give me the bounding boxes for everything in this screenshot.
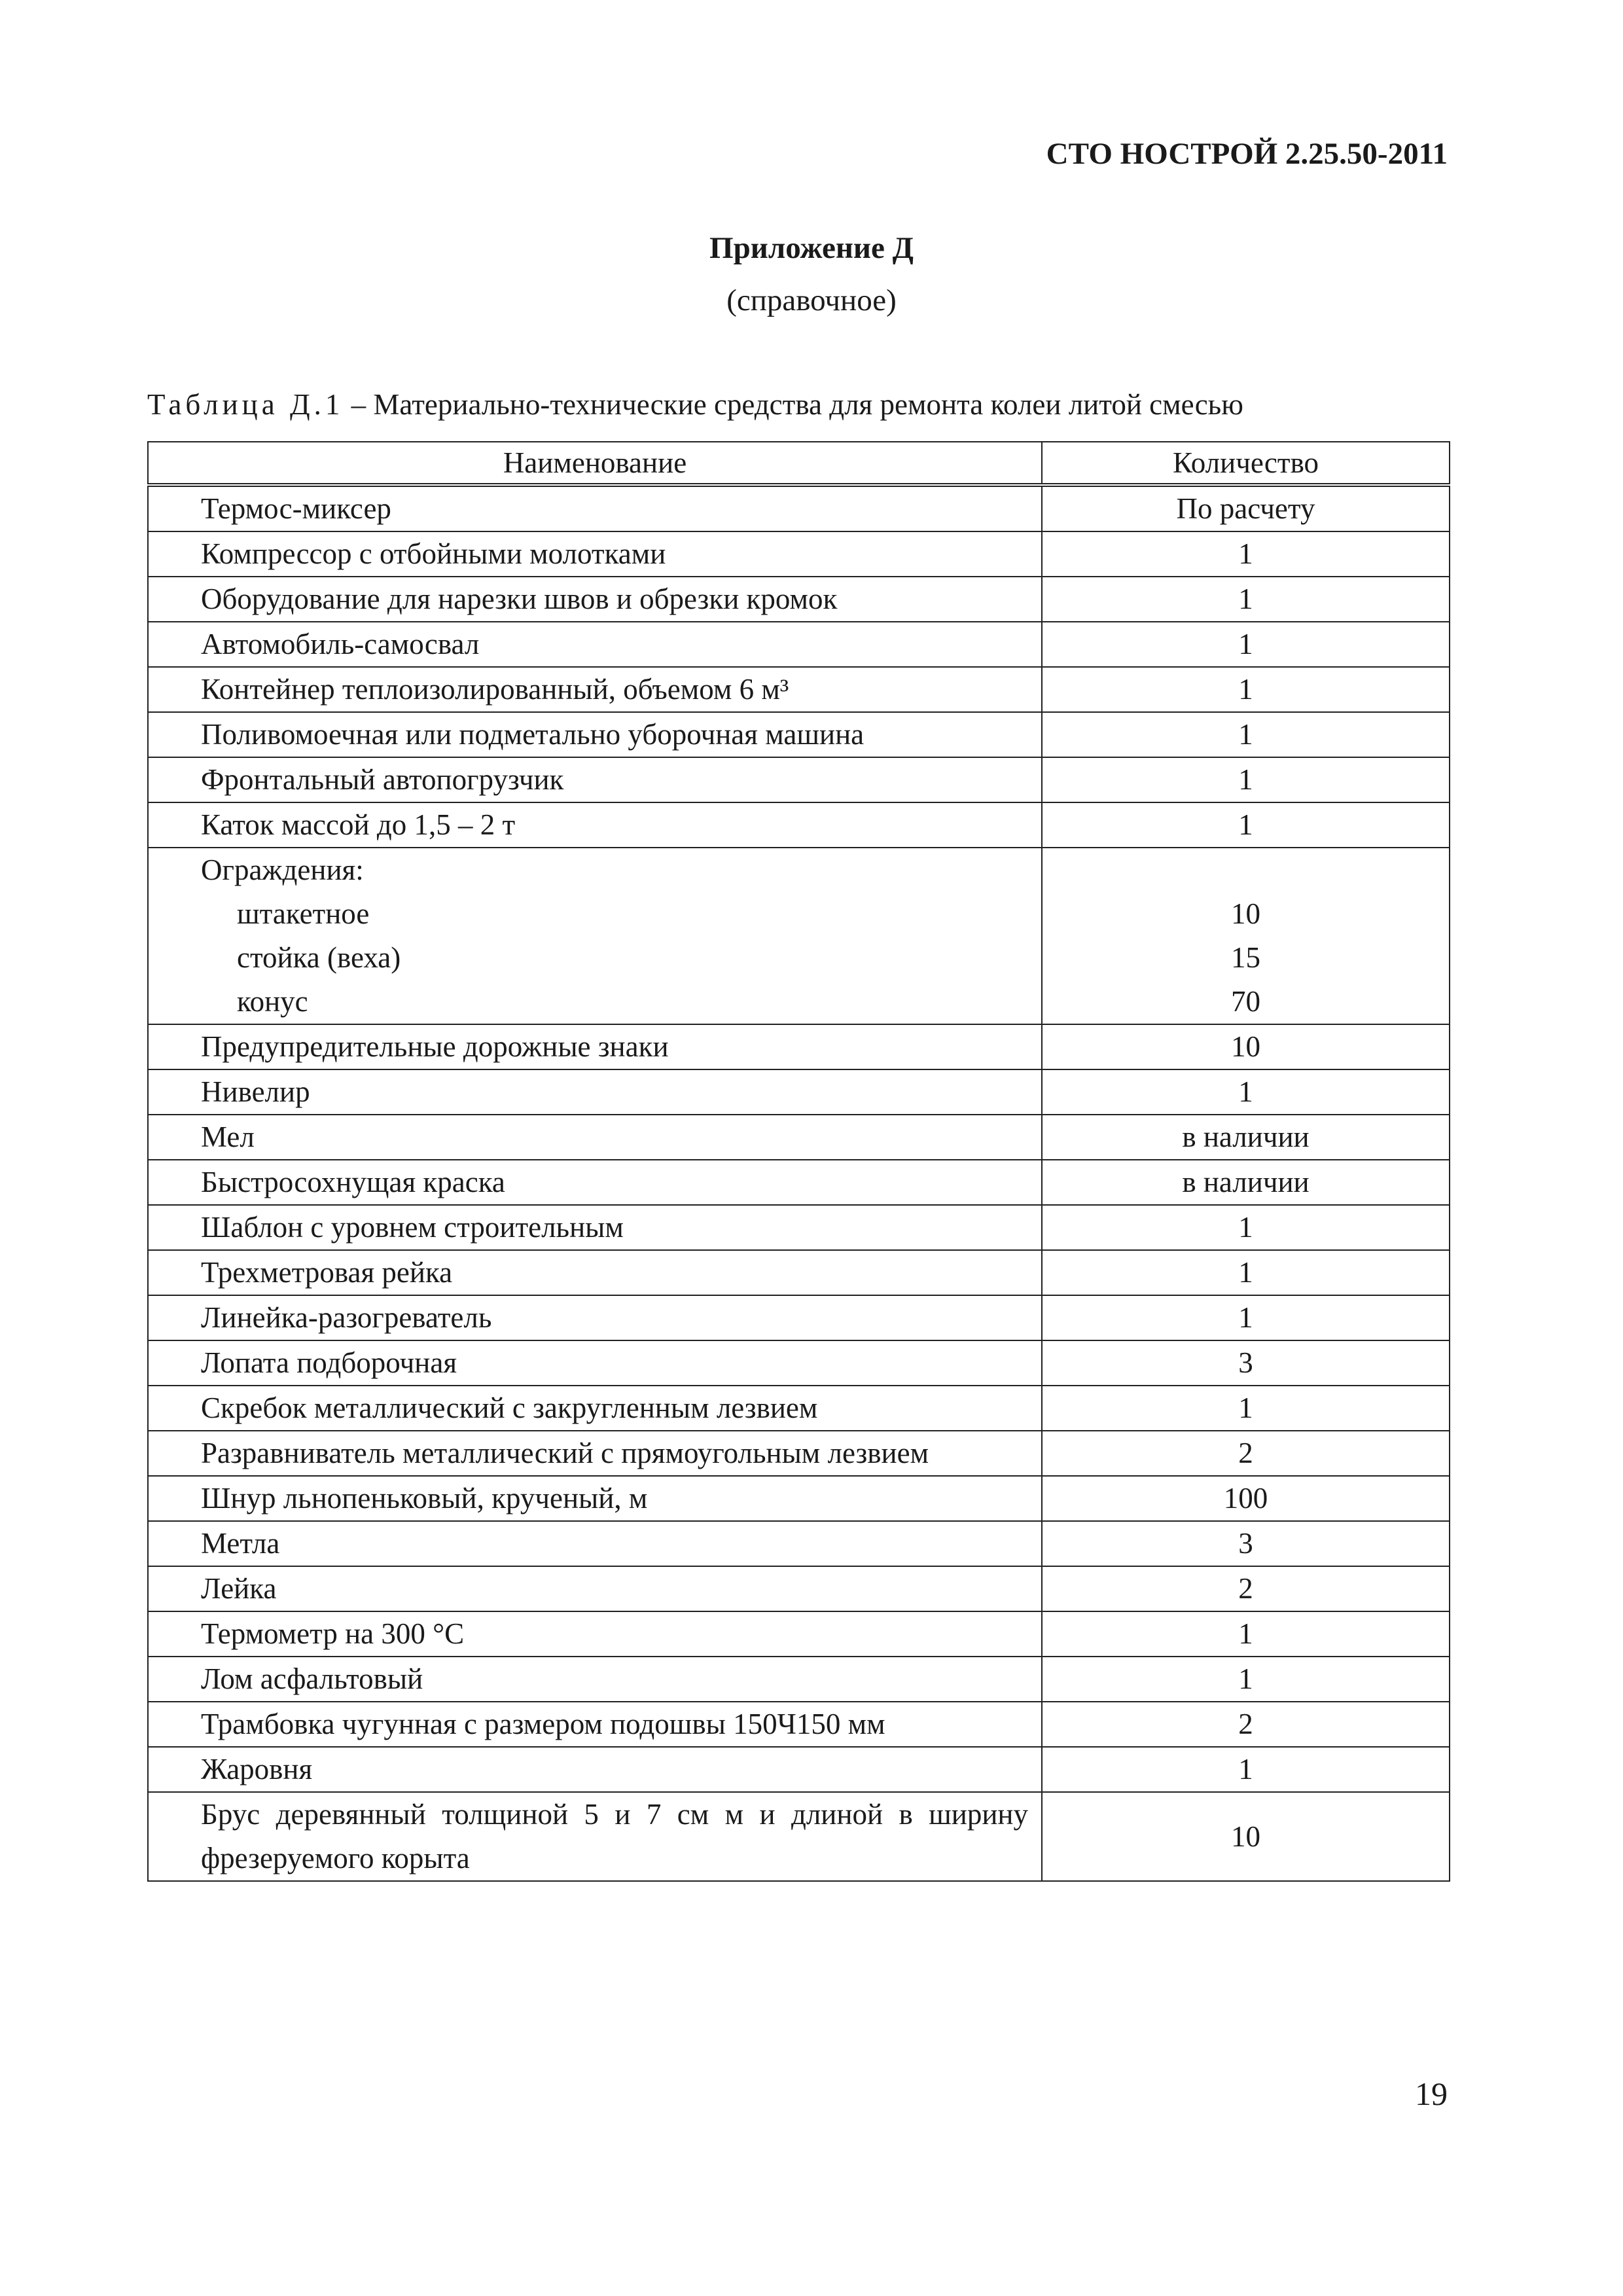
item-name-cell: Линейка-разогреватель <box>148 1295 1042 1340</box>
item-quantity-cell: 1 <box>1042 1747 1450 1792</box>
table-caption-label: Таблица Д.1 <box>147 388 344 421</box>
table-row <box>148 1611 1450 1657</box>
item-name-cell: Термометр на 300 °С <box>148 1611 1042 1657</box>
item-name-cell: Мел <box>148 1115 1042 1160</box>
table-row <box>148 667 1450 712</box>
item-name-cell: Скребок металлический с закругленным лезвием <box>148 1386 1042 1431</box>
table-row <box>148 1476 1450 1521</box>
item-name-cell: Брус деревянный толщиной 5 и 7 см м и длиной в ширину фрезеруемого корыта <box>148 1792 1042 1881</box>
item-quantity-cell: в наличии <box>1042 1115 1450 1160</box>
item-name-cell: Компрессор с отбойными молотками <box>148 531 1042 577</box>
item-quantity-cell: 1 <box>1042 622 1450 667</box>
item-name-cell: Контейнер теплоизолированный, объемом 6 м³ <box>148 667 1042 712</box>
table-row <box>148 1250 1450 1295</box>
item-name-cell: Разравниватель металлический с прямоугольным лезвием <box>148 1431 1042 1476</box>
item-name-cell: Жаровня <box>148 1747 1042 1792</box>
item-quantity-cell: 2 <box>1042 1566 1450 1611</box>
item-name-cell: Быстросохнущая краска <box>148 1160 1042 1205</box>
item-quantity-cell: 1 <box>1042 667 1450 712</box>
item-name-cell: Лейка <box>148 1566 1042 1611</box>
item-name-cell: Трехметровая рейка <box>148 1250 1042 1295</box>
table-row <box>148 757 1450 802</box>
table-row <box>148 622 1450 667</box>
table-row <box>148 1024 1450 1069</box>
item-quantity-cell: 100 <box>1042 1476 1450 1521</box>
item-group-quantity <box>1043 848 1449 892</box>
table-row <box>148 1657 1450 1702</box>
table-row <box>148 1566 1450 1611</box>
table-caption-text: – Материально-технические средства для ремонта колеи литой смесью <box>344 388 1243 421</box>
page-number: 19 <box>1415 2075 1448 2112</box>
equipment-table <box>147 441 1450 1882</box>
subitem-quantity: 70 <box>1231 985 1260 1018</box>
item-quantity-cell: 1 <box>1042 1611 1450 1657</box>
item-quantity-cell: 1 <box>1042 712 1450 757</box>
table-row <box>148 712 1450 757</box>
table-row <box>148 1205 1450 1250</box>
item-group-label: Ограждения: <box>201 853 364 886</box>
item-name-cell: Предупредительные дорожные знаки <box>148 1024 1042 1069</box>
item-quantity-cell: 1 <box>1042 1069 1450 1115</box>
item-quantity-cell: 3 <box>1042 1521 1450 1566</box>
subitem-name: конус <box>237 985 308 1018</box>
item-quantity-cell: 1 <box>1042 1386 1450 1431</box>
table-row <box>148 1792 1450 1881</box>
table-row <box>148 1431 1450 1476</box>
table-row <box>148 1340 1450 1386</box>
item-name-cell: Лопата подборочная <box>148 1340 1042 1386</box>
subitem-quantity: 15 <box>1231 941 1260 974</box>
item-quantity-cell: 1 <box>1042 577 1450 622</box>
item-quantity-cell: 1 <box>1042 802 1450 848</box>
item-name-cell: Поливомоечная или подметально уборочная машина <box>148 712 1042 757</box>
table-row <box>148 1386 1450 1431</box>
subitem-name: штакетное <box>237 897 370 930</box>
item-quantity-cell: 2 <box>1042 1431 1450 1476</box>
table-row <box>148 485 1450 531</box>
item-quantity-cell: 10 <box>1042 1024 1450 1069</box>
item-quantity-cell: 1 <box>1042 1205 1450 1250</box>
table-caption <box>147 387 1243 422</box>
item-name-cell: Трамбовка чугунная с размером подошвы 150Ч150 мм <box>148 1702 1042 1747</box>
table-row <box>148 1115 1450 1160</box>
item-name-cell <box>148 848 1042 1024</box>
item-quantity-cell: 1 <box>1042 757 1450 802</box>
item-name-cell: Термос-миксер <box>148 485 1042 531</box>
table-row <box>148 1160 1450 1205</box>
item-name-cell: Шаблон с уровнем строительным <box>148 1205 1042 1250</box>
table-row <box>148 1747 1450 1792</box>
item-name-cell: Нивелир <box>148 1069 1042 1115</box>
table-row <box>148 802 1450 848</box>
table-row <box>148 848 1450 1024</box>
table-header-row <box>148 442 1450 485</box>
appendix-subtitle: (справочное) <box>726 283 897 317</box>
item-quantity-cell: в наличии <box>1042 1160 1450 1205</box>
item-quantity-cell: 1 <box>1042 531 1450 577</box>
item-quantity-cell: 3 <box>1042 1340 1450 1386</box>
item-quantity-cell: По расчету <box>1042 485 1450 531</box>
item-name-cell: Каток массой до 1,5 – 2 т <box>148 802 1042 848</box>
item-name-cell: Шнур льнопеньковый, крученый, м <box>148 1476 1042 1521</box>
table-row <box>148 1521 1450 1566</box>
table-row <box>148 1295 1450 1340</box>
table-row <box>148 1069 1450 1115</box>
item-name-cell: Лом асфальтовый <box>148 1657 1042 1702</box>
table-row <box>148 1702 1450 1747</box>
item-quantity-cell: 1 <box>1042 1250 1450 1295</box>
item-name-cell: Автомобиль-самосвал <box>148 622 1042 667</box>
item-quantity-cell: 1 <box>1042 1657 1450 1702</box>
item-name-cell: Фронтальный автопогрузчик <box>148 757 1042 802</box>
item-quantity-cell: 10 <box>1042 1792 1450 1881</box>
appendix-title: Приложение Д <box>709 231 914 265</box>
table-row <box>148 531 1450 577</box>
table-row <box>148 577 1450 622</box>
column-header-quantity: Количество <box>1042 442 1450 485</box>
item-quantity-cell: 2 <box>1042 1702 1450 1747</box>
item-name-cell: Метла <box>148 1521 1042 1566</box>
subitem-name: стойка (веха) <box>237 941 401 974</box>
subitem-quantity: 10 <box>1231 897 1260 930</box>
column-header-name: Наименование <box>148 442 1042 485</box>
item-name-cell: Оборудование для нарезки швов и обрезки кромок <box>148 577 1042 622</box>
item-quantity-cell: 1 <box>1042 1295 1450 1340</box>
document-code: СТО НОСТРОЙ 2.25.50-2011 <box>1046 137 1448 171</box>
item-quantity-cell <box>1042 848 1450 1024</box>
